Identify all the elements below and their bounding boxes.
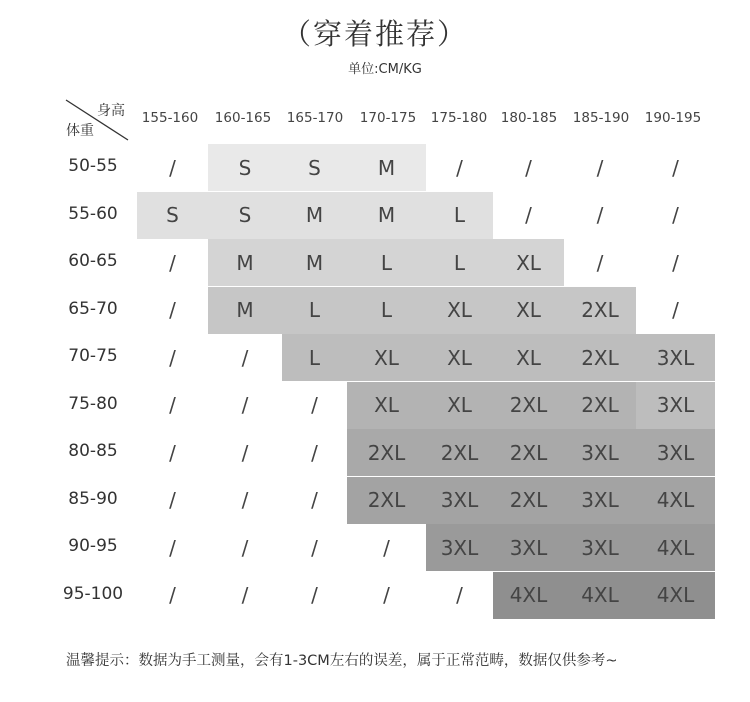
size-cell: / [596,250,604,275]
height-column-header: 190-195 [644,110,702,126]
size-cell: / [169,250,176,275]
weight-row-header: 50-55 [68,156,118,176]
size-cell: / [525,155,532,180]
size-cell: / [311,535,318,560]
size-cell: XL [347,334,426,381]
size-cell: / [241,583,249,607]
size-cell: L [426,239,493,286]
size-cell: 4XL [636,477,715,524]
size-cell: / [596,155,604,180]
measurement-note: 温馨提示：数据为手工测量，会有1-3CM左右的误差，属于正常范畴，数据仅供参考~ [66,653,618,669]
size-cell: / [169,440,176,465]
size-cell: S [208,144,282,191]
height-column-header: 175-180 [430,110,488,126]
size-cell: 2XL [493,477,564,524]
size-cell: 4XL [564,572,636,619]
size-cell: 2XL [564,334,636,381]
size-cell: / [241,393,249,417]
size-cell: 3XL [564,477,636,524]
size-cell: XL [426,287,493,334]
size-cell: 3XL [636,334,715,381]
size-cell: 4XL [636,572,715,619]
size-cell: S [208,192,282,239]
size-cell: 3XL [493,524,564,571]
height-column-header: 185-190 [572,110,630,126]
size-cell: M [208,287,282,334]
size-cell: / [169,393,176,417]
weight-row-header: 80-85 [68,441,118,461]
weight-row-header: 75-80 [68,393,118,414]
size-cell: 3XL [636,382,715,429]
size-cell: 2XL [564,382,636,429]
size-cell: 2XL [493,382,564,429]
size-cell: / [672,155,679,180]
size-cell: 3XL [564,429,636,476]
size-cell: / [383,535,390,560]
size-cell: / [596,203,604,227]
height-column-header: 165-170 [286,110,344,126]
size-cell: XL [426,382,493,429]
size-cell: / [672,203,679,227]
size-cell: / [311,583,318,607]
size-cell: / [311,488,318,512]
size-cell: XL [493,334,564,381]
size-cell: 2XL [564,287,636,334]
size-cell: S [137,192,208,239]
size-cell: / [241,440,249,465]
height-column-header: 180-185 [500,110,558,126]
height-column-header: 170-175 [359,110,417,126]
weight-axis-label: 体重 [66,123,94,139]
size-cell: 4XL [493,572,564,619]
size-cell: 2XL [347,429,426,476]
size-cell: 3XL [426,524,493,571]
weight-row-header: 65-70 [68,298,118,319]
size-cell: / [169,583,176,607]
weight-row-header: 95-100 [62,583,124,604]
size-cell: / [169,298,176,322]
chart-title: （穿着推荐） [281,17,468,51]
height-column-header: 155-160 [141,110,199,126]
size-cell: / [383,583,390,607]
size-cell: 2XL [347,477,426,524]
size-cell: S [282,144,347,191]
size-cell: / [169,155,176,180]
size-cell: / [169,345,176,370]
size-cell: / [169,488,176,512]
weight-row-header: 90-95 [68,536,118,556]
size-cell: / [241,345,249,370]
size-cell: / [311,393,318,417]
size-cell: XL [426,334,493,381]
size-cell: 4XL [636,524,715,571]
size-cell: M [282,192,347,239]
size-cell: / [241,535,249,560]
size-cell: 3XL [564,524,636,571]
size-cell: M [347,192,426,239]
height-column-header: 160-165 [214,110,272,126]
weight-row-header: 85-90 [68,488,118,509]
size-cell: / [311,440,318,465]
size-cell: / [169,535,176,560]
size-cell: 3XL [426,477,493,524]
size-cell: L [426,192,493,239]
corner-header [64,98,130,142]
size-cell: M [282,239,347,286]
size-cell: / [456,583,463,607]
size-cell: XL [493,287,564,334]
size-cell: / [672,298,679,322]
size-cell: XL [493,239,564,286]
size-cell: L [347,239,426,286]
size-cell: 2XL [493,429,564,476]
weight-row-header: 70-75 [68,346,118,366]
weight-row-header: 60-65 [68,251,118,271]
size-cell: / [241,488,249,512]
size-cell: / [525,203,532,227]
height-axis-label: 身高 [97,103,125,119]
size-cell: / [456,155,463,180]
unit-label: 单位:CM/KG [348,62,422,77]
size-cell: 2XL [426,429,493,476]
size-cell: L [282,287,347,334]
size-cell: M [208,239,282,286]
weight-row-header: 55-60 [68,203,118,224]
size-cell: 3XL [636,429,715,476]
size-cell: / [672,250,679,275]
size-cell: L [282,334,347,381]
size-cell: XL [347,382,426,429]
size-cell: L [347,287,426,334]
size-cell: M [347,144,426,191]
